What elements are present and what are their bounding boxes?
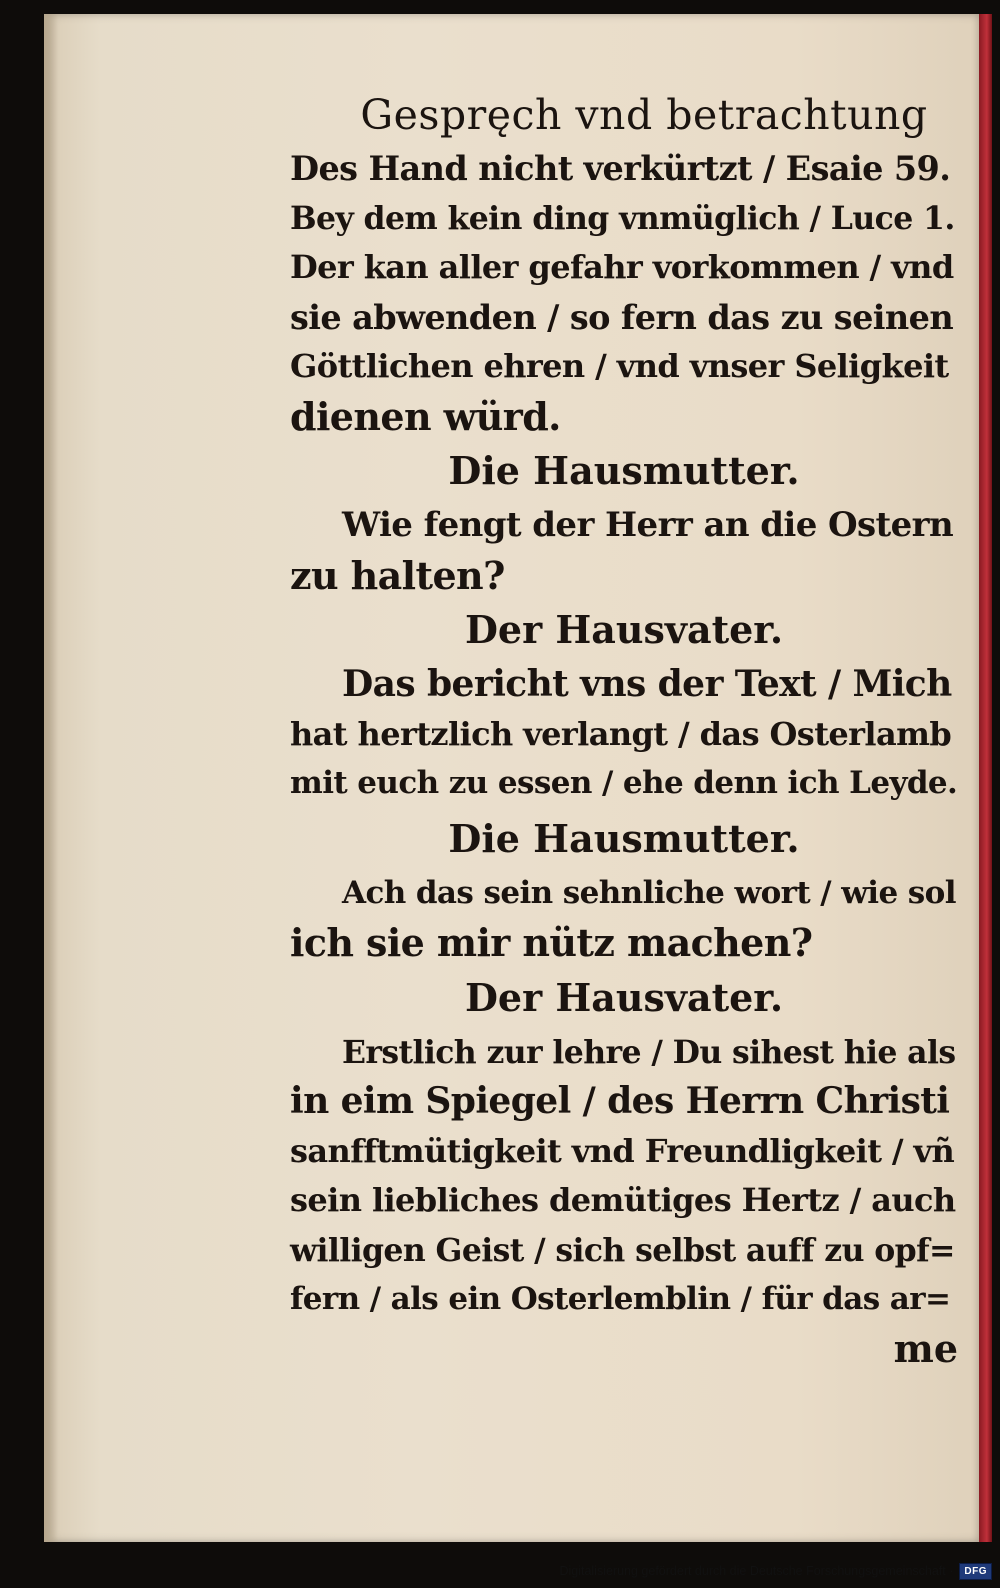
text-line: zu halten? [290, 552, 505, 598]
text-line: dienen würd. [290, 393, 561, 439]
speaker-heading: Die Hausmutter. [448, 448, 800, 493]
text-line: hat hertzlich verlangt / das Osterlamb [290, 714, 952, 753]
text-line: sanfftmütigkeit vnd Freundligkeit / vñ [290, 1131, 955, 1170]
text-line-indented: Ach das sein sehnliche wort / wie sol [342, 874, 956, 911]
text-line: willigen Geist / sich selbst auff zu opf= [290, 1231, 955, 1269]
text-line: Bey dem kein ding vnmüglich / Luce 1. [290, 199, 955, 237]
speaker-heading: Die Hausmutter. [448, 815, 800, 861]
page-text-block [290, 86, 958, 1373]
text-line: sein liebliches demütiges Hertz / auch [290, 1181, 956, 1219]
page-gutter-shadow [44, 14, 58, 1542]
text-line: in eim Spiegel / des Herrn Christi [290, 1080, 950, 1122]
text-line-indented: Das bericht vns der Text / Mich [342, 663, 952, 705]
digitization-footer [559, 1558, 992, 1584]
text-lines [290, 144, 958, 1325]
text-line-indented: Erstlich zur lehre / Du sihest hie als [342, 1033, 956, 1071]
text-line: mit euch zu essen / ehe denn ich Leyde. [290, 765, 958, 801]
text-line: Des Hand nicht verkürtzt / Esaie 59. [290, 149, 951, 188]
text-line: fern / als ein Osterlemblin / für das ar= [290, 1281, 951, 1317]
speaker-heading: Der Hausvater. [464, 607, 784, 652]
text-line: Göttlichen ehren / vnd vnser Seligkeit [290, 347, 949, 385]
text-line: sie abwenden / so fern das zu seinen [290, 297, 954, 337]
text-line: Der kan aller gefahr vorkommen / vnd [290, 248, 954, 286]
footer-credit: Digitalisierung gefördert durch die Deutsche Forschungsgemeinschaft · [559, 1564, 954, 1578]
text-line-indented: Wie fengt der Herr an die Ostern [342, 505, 954, 545]
text-line: ich sie mir nütz machen? [290, 920, 813, 965]
speaker-heading: Der Hausvater. [464, 974, 784, 1020]
red-page-edge [979, 14, 992, 1542]
dfg-logo-icon: DFG [959, 1563, 992, 1580]
running-head: Gespręch vnd betrachtung [360, 91, 928, 139]
catchword: me [893, 1325, 958, 1371]
